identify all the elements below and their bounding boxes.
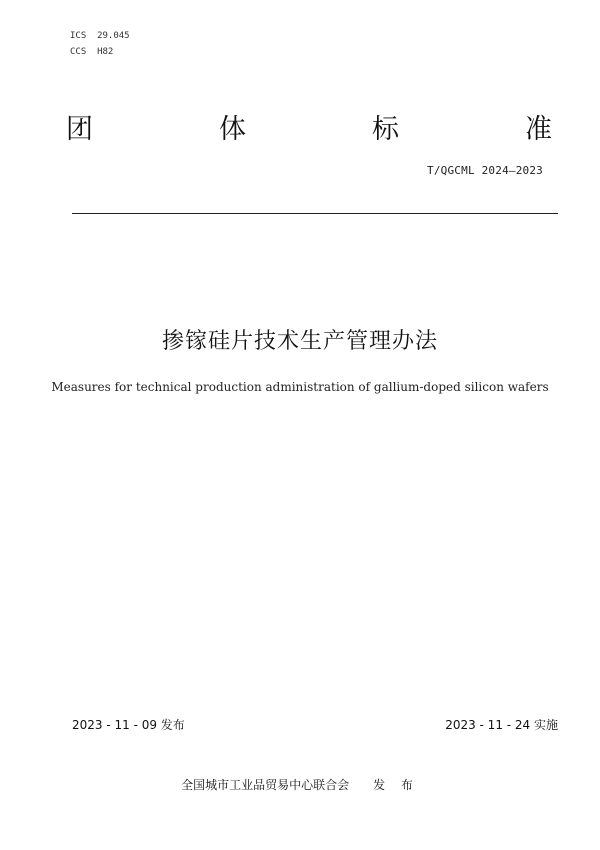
issuer-line [0,776,600,794]
standard-number: T/QGCML 2024—2023 [427,164,543,177]
document-title-chinese: 掺镓硅片技术生产管理办法 [161,329,438,354]
header-divider [72,213,558,214]
issuer-organization: 全国城市工业品贸易中心联合会 [181,778,350,792]
issuer-action: 发 布 [373,778,419,792]
release-date: 2023 - 11 - 09 发布 [72,718,185,732]
classification-codes [70,28,130,60]
ics-code: ICS 29.045 [70,31,130,41]
standard-type-char: 标 [372,114,399,145]
standard-type-char: 体 [219,114,246,145]
implementation-date: 2023 - 11 - 24 实施 [445,718,558,732]
standard-type-char: 准 [525,114,552,145]
ccs-code: CCS H82 [70,47,114,57]
document-title-english: Measures for technical production administration of gallium-doped silicon wafers [51,380,549,394]
standard-type-heading [66,114,552,146]
standard-type-char: 团 [66,114,93,145]
